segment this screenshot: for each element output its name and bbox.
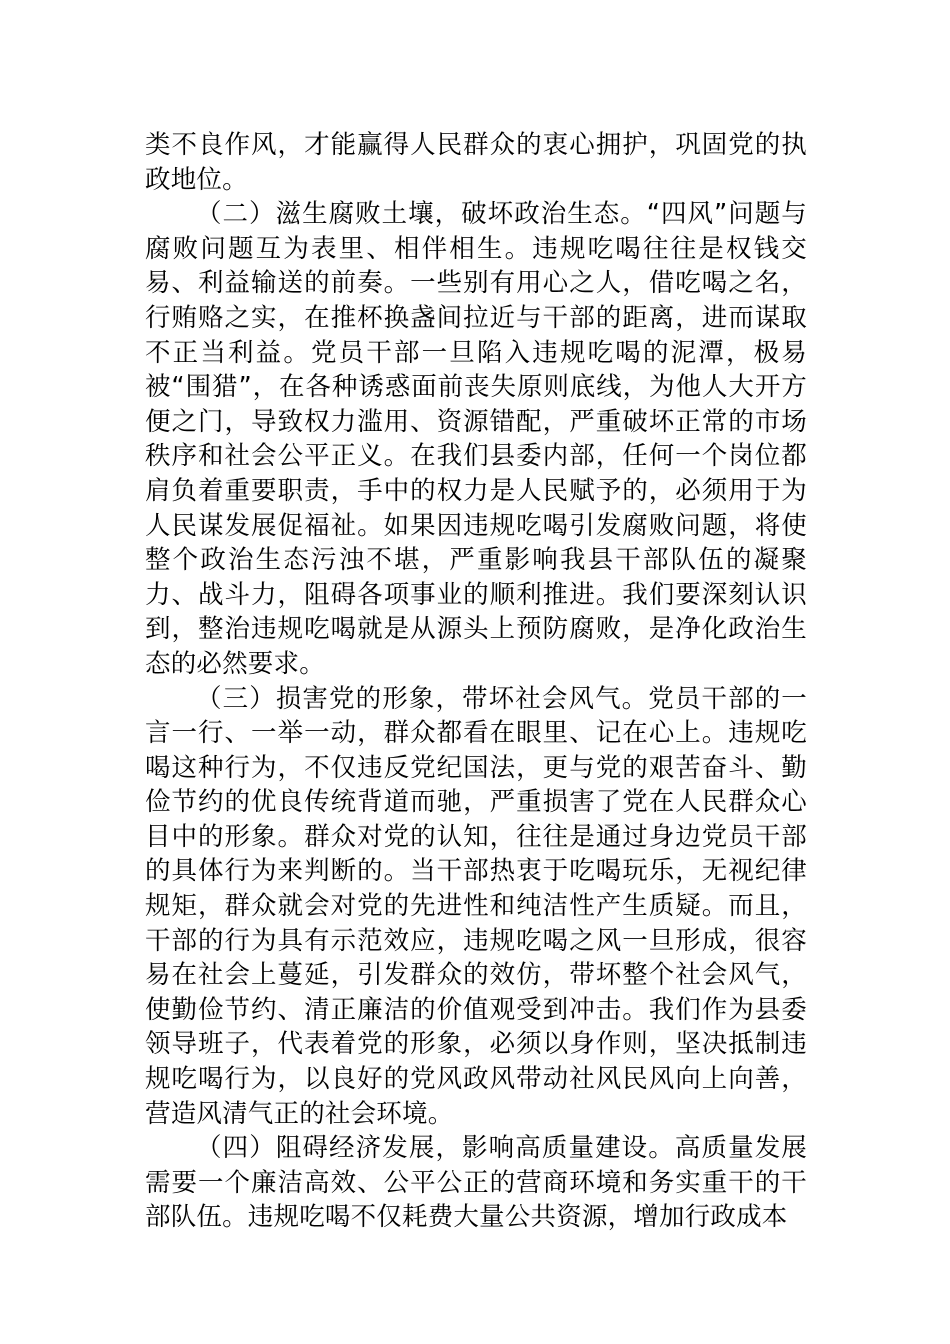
document-body xyxy=(145,128,807,1235)
paragraph-section-three: （三）损害党的形象，带坏社会风气。党员干部的一言一行、一举一动，群众都看在眼里、记在心上。违规吃喝这种行为，不仅违反党纪国法，更与党的艰苦奋斗、勤俭节约的优良传统背道而驰，严重损害了党在人民群众心目中的形象。群众对党的认知，往往是通过身边党员干部的具体行为来判断的。当干部热衷于吃喝玩乐，无视纪律规矩，群众就会对党的先进性和纯洁性产生质疑。而且，干部的行为具有示范效应，违规吃喝之风一旦形成，很容易在社会上蔓延，引发群众的效仿，带坏整个社会风气，使勤俭节约、清正廉洁的价值观受到冲击。我们作为县委领导班子，代表着党的形象，必须以身作则，坚决抵制违规吃喝行为，以良好的党风政风带动社风民风向上向善，营造风清气正的社会环境。 xyxy=(145,683,807,1129)
paragraph-continuation: 类不良作风，才能赢得人民群众的衷心拥护，巩固党的执政地位。 xyxy=(145,130,807,195)
paragraph-section-two: （二）滋生腐败土壤，破坏政治生态。“四风”问题与腐败问题互为表里、相伴相生。违规吃喝往往是权钱交易、利益输送的前奏。一些别有用心之人，借吃喝之名，行贿赂之实，在推杯换盏间拉近与干部的距离，进而谋取不正当利益。党员干部一旦陷入违规吃喝的泥潭，极易被“围猎”，在各种诱惑面前丧失原则底线，为他人大开方便之门，导致权力滥用、资源错配，严重破坏正常的市场秩序和社会公平正义。在我们县委内部，任何一个岗位都肩负着重要职责，手中的权力是人民赋予的，必须用于为人民谋发展促福祉。如果因违规吃喝引发腐败问题，将使整个政治生态污浊不堪，严重影响我县干部队伍的凝聚力、战斗力，阻碍各项事业的顺利推进。我们要深刻认识到，整治违规吃喝就是从源头上预防腐败，是净化政治生态的必然要求。 xyxy=(145,199,807,679)
paragraph-section-four: （四）阻碍经济发展，影响高质量建设。高质量发展需要一个廉洁高效、公平公正的营商环境和务实重干的干部队伍。违规吃喝不仅耗费大量公共资源，增加行政成本 xyxy=(145,1133,807,1233)
